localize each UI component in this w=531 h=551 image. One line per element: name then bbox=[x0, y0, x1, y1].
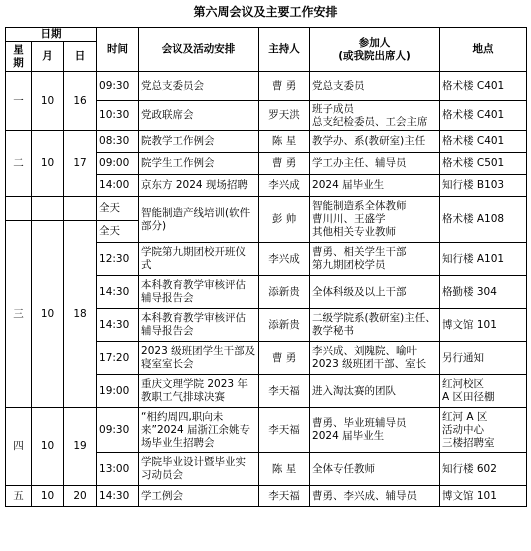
attendees-cell: 全体科级及以上干部 bbox=[310, 276, 440, 309]
attendees-cell: 曹勇、李兴成、辅导员 bbox=[310, 486, 440, 507]
header-date: 日期 bbox=[6, 28, 97, 42]
host-cell: 彭 帅 bbox=[259, 197, 310, 243]
attendees-cell: 李兴成、刘隗院、喻叶 2023 级班团干部、室长 bbox=[310, 342, 440, 375]
host-cell: 李兴成 bbox=[259, 243, 310, 276]
attendees-cell: 学工办主任、辅导员 bbox=[310, 153, 440, 175]
header-day: 日 bbox=[64, 42, 97, 72]
host-cell: 曹 勇 bbox=[259, 153, 310, 175]
activity-cell: 智能制造产线培训(软件部分) bbox=[139, 197, 259, 243]
activity-cell: 本科教育教学审核评估辅导报告会 bbox=[139, 309, 259, 342]
weekday-cell: 五 bbox=[6, 486, 32, 507]
attendees-cell: 曹勇、毕业班辅导员 2024 届毕业生 bbox=[310, 408, 440, 453]
header-row-1 bbox=[6, 28, 527, 42]
time-cell: 全天 bbox=[97, 221, 139, 243]
attendees-cell: 班子成员 总支纪检委员、工会主席 bbox=[310, 101, 440, 131]
host-cell: 曹 勇 bbox=[259, 342, 310, 375]
day-cell: 18 bbox=[64, 221, 97, 408]
month-cell: 10 bbox=[32, 221, 64, 408]
table-row bbox=[6, 197, 527, 221]
host-cell: 陈 星 bbox=[259, 131, 310, 153]
table-row bbox=[6, 131, 527, 153]
location-cell: 知行楼 602 bbox=[440, 453, 527, 486]
time-cell: 09:30 bbox=[97, 72, 139, 101]
location-cell: 格术楼 C401 bbox=[440, 72, 527, 101]
activity-cell: 京东方 2024 现场招聘 bbox=[139, 175, 259, 197]
day-cell: 20 bbox=[64, 486, 97, 507]
header-location: 地点 bbox=[440, 28, 527, 72]
location-cell: 格术楼 A108 bbox=[440, 197, 527, 243]
location-cell: 另行通知 bbox=[440, 342, 527, 375]
weekday-cell: 四 bbox=[6, 408, 32, 486]
day-cell: 17 bbox=[64, 131, 97, 197]
activity-cell: 院学生工作例会 bbox=[139, 153, 259, 175]
month-cell: 10 bbox=[32, 486, 64, 507]
location-cell: 博文馆 101 bbox=[440, 486, 527, 507]
host-cell: 罗天洪 bbox=[259, 101, 310, 131]
activity-cell: 学院毕业设计暨毕业实习动员会 bbox=[139, 453, 259, 486]
host-cell: 李天福 bbox=[259, 375, 310, 408]
activity-cell: 2023 级班团学生干部及寝室室长会 bbox=[139, 342, 259, 375]
location-cell: 格勤楼 304 bbox=[440, 276, 527, 309]
activity-cell: 重庆文理学院 2023 年教职工气排球决赛 bbox=[139, 375, 259, 408]
location-cell: 格术楼 C401 bbox=[440, 101, 527, 131]
activity-cell: 党政联席会 bbox=[139, 101, 259, 131]
weekday-cell-empty bbox=[6, 197, 32, 221]
attendees-cell: 曹勇、相关学生干部 第九期团校学员 bbox=[310, 243, 440, 276]
weekday-cell: 二 bbox=[6, 131, 32, 197]
header-attendees: 参加人 (或我院出席人) bbox=[310, 28, 440, 72]
activity-cell: 院教学工作例会 bbox=[139, 131, 259, 153]
day-cell: 16 bbox=[64, 72, 97, 131]
schedule-table bbox=[5, 27, 527, 507]
table-row bbox=[6, 408, 527, 453]
time-cell: 19:00 bbox=[97, 375, 139, 408]
host-cell: 李天福 bbox=[259, 486, 310, 507]
time-cell: 10:30 bbox=[97, 101, 139, 131]
attendees-cell: 教学办、系(教研室)主任 bbox=[310, 131, 440, 153]
activity-cell: 本科教育教学审核评估辅导报告会 bbox=[139, 276, 259, 309]
attendees-cell: 二级学院系(教研室)主任、教学秘书 bbox=[310, 309, 440, 342]
attendees-cell: 进入淘汰赛的团队 bbox=[310, 375, 440, 408]
location-cell: 红河校区 A 区田径棚 bbox=[440, 375, 527, 408]
time-cell: 08:30 bbox=[97, 131, 139, 153]
activity-cell: 党总支委员会 bbox=[139, 72, 259, 101]
host-cell: 添新贵 bbox=[259, 276, 310, 309]
header-host: 主持人 bbox=[259, 28, 310, 72]
day-cell: 19 bbox=[64, 408, 97, 486]
header-time: 时间 bbox=[97, 28, 139, 72]
location-cell: 红河 A 区 活动中心 三楼招聘室 bbox=[440, 408, 527, 453]
time-cell: 09:00 bbox=[97, 153, 139, 175]
location-cell: 格术楼 C401 bbox=[440, 131, 527, 153]
host-cell: 李天福 bbox=[259, 408, 310, 453]
activity-cell: “相约周四,职向未来”2024 届浙江余姚专场毕业生招聘会 bbox=[139, 408, 259, 453]
table-row bbox=[6, 486, 527, 507]
header-weekday: 星 期 bbox=[6, 42, 32, 72]
attendees-cell: 全体专任教师 bbox=[310, 453, 440, 486]
activity-cell: 学工例会 bbox=[139, 486, 259, 507]
location-cell: 格术楼 C501 bbox=[440, 153, 527, 175]
month-cell: 10 bbox=[32, 408, 64, 486]
host-cell: 曹 勇 bbox=[259, 72, 310, 101]
day-cell-empty bbox=[64, 197, 97, 221]
header-month: 月 bbox=[32, 42, 64, 72]
activity-cell: 学院第九期团校开班仪式 bbox=[139, 243, 259, 276]
month-cell-empty bbox=[32, 197, 64, 221]
host-cell: 李兴成 bbox=[259, 175, 310, 197]
location-cell: 知行楼 B103 bbox=[440, 175, 527, 197]
time-cell: 14:00 bbox=[97, 175, 139, 197]
month-cell: 10 bbox=[32, 72, 64, 131]
table-row bbox=[6, 72, 527, 101]
weekday-cell: 一 bbox=[6, 72, 32, 131]
host-cell: 添新贵 bbox=[259, 309, 310, 342]
header-activity: 会议及活动安排 bbox=[139, 28, 259, 72]
time-cell: 09:30 bbox=[97, 408, 139, 453]
time-cell: 14:30 bbox=[97, 276, 139, 309]
attendees-cell: 党总支委员 bbox=[310, 72, 440, 101]
weekday-cell: 三 bbox=[6, 221, 32, 408]
time-cell: 14:30 bbox=[97, 309, 139, 342]
location-cell: 知行楼 A101 bbox=[440, 243, 527, 276]
time-cell: 14:30 bbox=[97, 486, 139, 507]
page-title: 第六周会议及主要工作安排 bbox=[193, 5, 338, 19]
time-cell: 12:30 bbox=[97, 243, 139, 276]
time-cell: 13:00 bbox=[97, 453, 139, 486]
month-cell: 10 bbox=[32, 131, 64, 197]
location-cell: 博文馆 101 bbox=[440, 309, 527, 342]
attendees-cell: 智能制造系全体教师 曹川川、王盛学 其他相关专业教师 bbox=[310, 197, 440, 243]
attendees-cell: 2024 届毕业生 bbox=[310, 175, 440, 197]
host-cell: 陈 星 bbox=[259, 453, 310, 486]
time-cell: 17:20 bbox=[97, 342, 139, 375]
time-cell: 全天 bbox=[97, 197, 139, 221]
